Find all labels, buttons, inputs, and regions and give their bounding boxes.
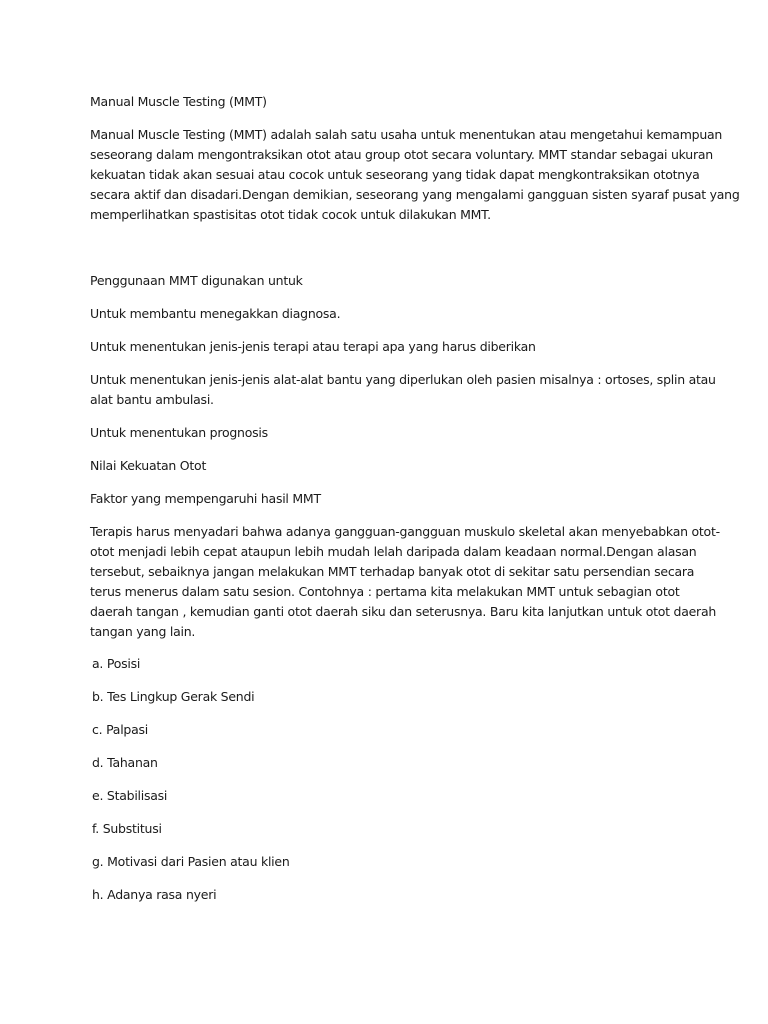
factors-line: tersebut, sebaiknya jangan melakukan MMT terhadap banyak otot di sekitar satu persendian secara — [90, 564, 695, 579]
list-item: b. Tes Lingkup Gerak Sendi — [92, 689, 255, 704]
intro-line: Manual Muscle Testing (MMT) adalah salah satu usaha untuk menentukan atau mengetahui kemampuan — [90, 127, 723, 142]
usage-item: Untuk menentukan jenis-jenis terapi atau terapi apa yang harus diberikan — [90, 339, 536, 354]
list-item: c. Palpasi — [92, 722, 149, 737]
list-item: f. Substitusi — [92, 821, 162, 836]
list-item: d. Tahanan — [92, 755, 158, 770]
usage-item-line: Untuk menentukan jenis-jenis alat-alat bantu yang diperlukan oleh pasien misalnya : ortoses, splin atau — [90, 372, 716, 387]
intro-line: seseorang dalam mengontraksikan otot atau group otot secara voluntary. MMT standar sebagai ukuran — [90, 147, 713, 162]
factors-line: terus menerus dalam satu sesion. Contohnya : pertama kita melakukan MMT untuk sebagian otot — [90, 584, 680, 599]
factors-heading: Faktor yang mempengaruhi hasil MMT — [90, 491, 321, 506]
strength-heading: Nilai Kekuatan Otot — [90, 458, 207, 473]
usage-item-line: alat bantu ambulasi. — [90, 392, 214, 407]
list-item: a. Posisi — [92, 656, 141, 671]
factors-line: otot menjadi lebih cepat ataupun lebih mudah lelah daripada dalam keadaan normal.Dengan alasan — [90, 544, 697, 559]
intro-line: secara aktif dan disadari.Dengan demikian, seseorang yang mengalami gangguan sisten syaraf pusat yang — [90, 187, 740, 202]
factors-line: Terapis harus menyadari bahwa adanya gangguan-gangguan muskulo skeletal akan menyebabkan otot- — [90, 524, 720, 539]
factors-line: tangan yang lain. — [90, 624, 196, 639]
usage-item: Untuk membantu menegakkan diagnosa. — [90, 306, 341, 321]
intro-line: kekuatan tidak akan sesuai atau cocok untuk seseorang yang tidak dapat mengkontraksikan ototnya — [90, 167, 700, 182]
document-title: Manual Muscle Testing (MMT) — [90, 94, 267, 109]
list-item: e. Stabilisasi — [92, 788, 168, 803]
usage-item: Untuk menentukan prognosis — [90, 425, 268, 440]
list-item: h. Adanya rasa nyeri — [92, 887, 217, 902]
list-item: g. Motivasi dari Pasien atau klien — [92, 854, 290, 869]
usage-heading: Penggunaan MMT digunakan untuk — [90, 273, 303, 288]
intro-line: memperlihatkan spastisitas otot tidak cocok untuk dilakukan MMT. — [90, 207, 491, 222]
factors-line: daerah tangan , kemudian ganti otot daerah siku dan seterusnya. Baru kita lanjutkan untuk otot daerah — [90, 604, 717, 619]
